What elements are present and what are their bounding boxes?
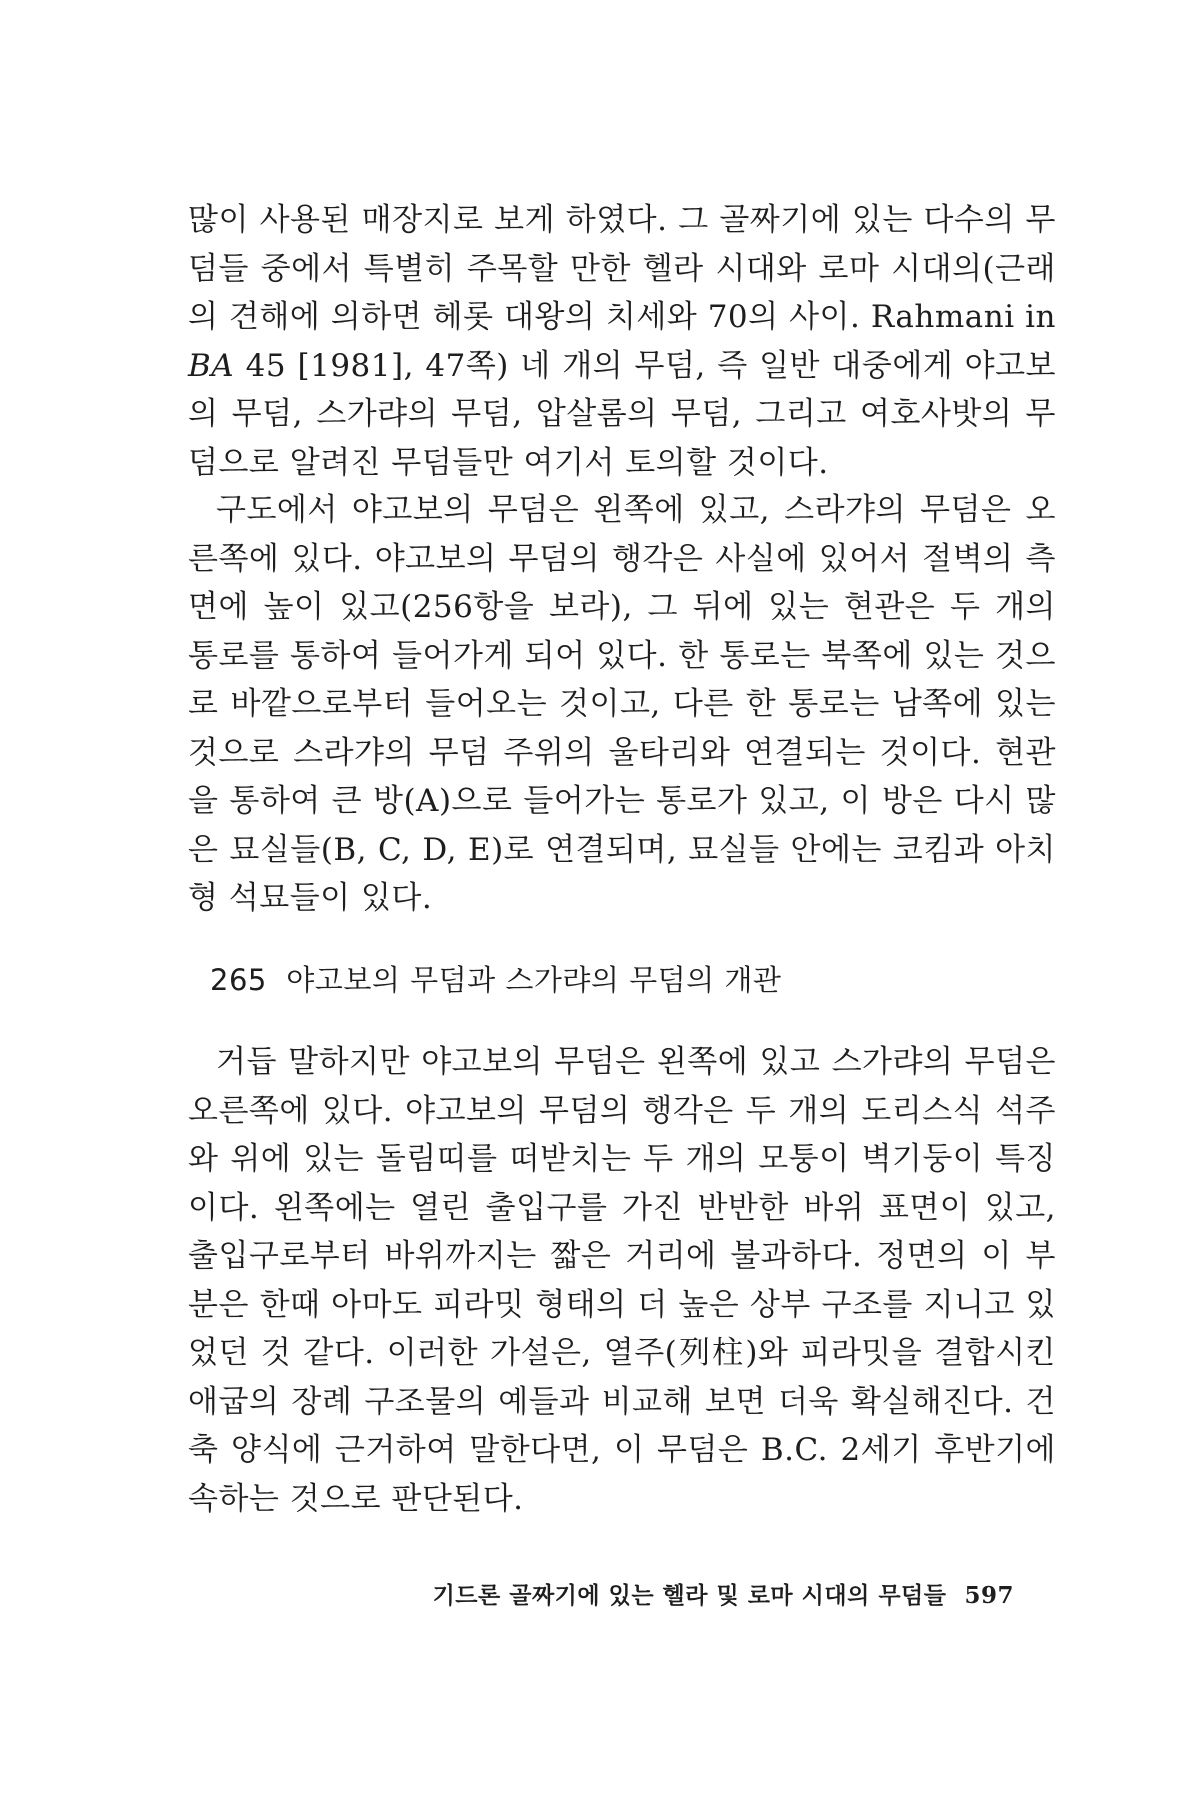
section-heading (210, 960, 1010, 1000)
paragraph-1-part-a: 많이 사용된 매장지로 보게 하였다. 그 골짜기에 있는 다수의 무덤들 중에서 특별히 주목할 만한 헬라 시대와 로마 시대의(근래의 견해에 의하면 헤롯 대왕의 치세와 70의 사이. Rahmani in (188, 202, 1056, 335)
paragraph-3-text: 거듭 말하지만 야고보의 무덤은 왼쪽에 있고 스가랴의 무덤은 오른쪽에 있다. 야고보의 무덤의 행각은 두 개의 도리스식 석주와 위에 있는 돌림띠를 떠받치는 두 개의 모퉁이 벽기둥이 특징이다. 왼쪽에는 열린 출입구를 가진 반반한 바위 표면이 있고, 출입구로부터 바위까지는 짧은 거리에 불과하다. 정면의 이 부분은 한때 아마도 피라밋 형태의 더 높은 상부 구조를 지니고 있었던 것 같다. 이러한 가설은, 열주(列柱)와 피라밋을 결합시킨 애굽의 장례 구조물의 예들과 비교해 보면 더욱 확실해진다. 건축 양식에 근거하여 말한다면, 이 무덤은 B.C. 2세기 후반기에 속하는 것으로 판단된다. (188, 1044, 1056, 1517)
page-number: 597 (964, 1582, 1014, 1609)
page-footer (433, 1580, 1014, 1612)
running-title: 기드론 골짜기에 있는 헬라 및 로마 시대의 무덤들 (432, 1583, 947, 1609)
section-title: 야고보의 무덤과 스가랴의 무덤의 개관 (286, 963, 782, 997)
journal-abbrev-ba: BA (188, 347, 235, 384)
paragraph-2-text: 구도에서 야고보의 무덤은 왼쪽에 있고, 스라갸의 무덤은 오른쪽에 있다. 야고보의 무덤의 행각은 사실에 있어서 절벽의 측면에 높이 있고(256항을 보라), 그 뒤에 있는 현관은 두 개의 통로를 통하여 들어가게 되어 있다. 한 통로는 북쪽에 있는 것으로 바깥으로부터 들어오는 것이고, 다른 한 통로는 남쪽에 있는 것으로 스라갸의 무덤 주위의 울타리와 연결되는 것이다. 현관을 통하여 큰 방(A)으로 들어가는 통로가 있고, 이 방은 다시 많은 묘실들(B, C, D, E)로 연결되며, 묘실들 안에는 코킴과 아치형 석묘들이 있다. (188, 492, 1056, 916)
paragraph-1-part-b: 45 [1981], 47쪽) 네 개의 무덤, 즉 일반 대중에게 야고보의 무덤, 스가랴의 무덤, 압살롬의 무덤, 그리고 여호사밧의 무덤으로 알려진 무덤들만 여기서 토의할 것이다. (188, 347, 1056, 481)
paragraph-2 (188, 486, 1056, 923)
section-number: 265 (210, 963, 267, 997)
paragraph-1-text (188, 196, 1056, 487)
paragraph-3 (188, 1038, 1056, 1523)
paragraph-continued (188, 196, 1056, 487)
